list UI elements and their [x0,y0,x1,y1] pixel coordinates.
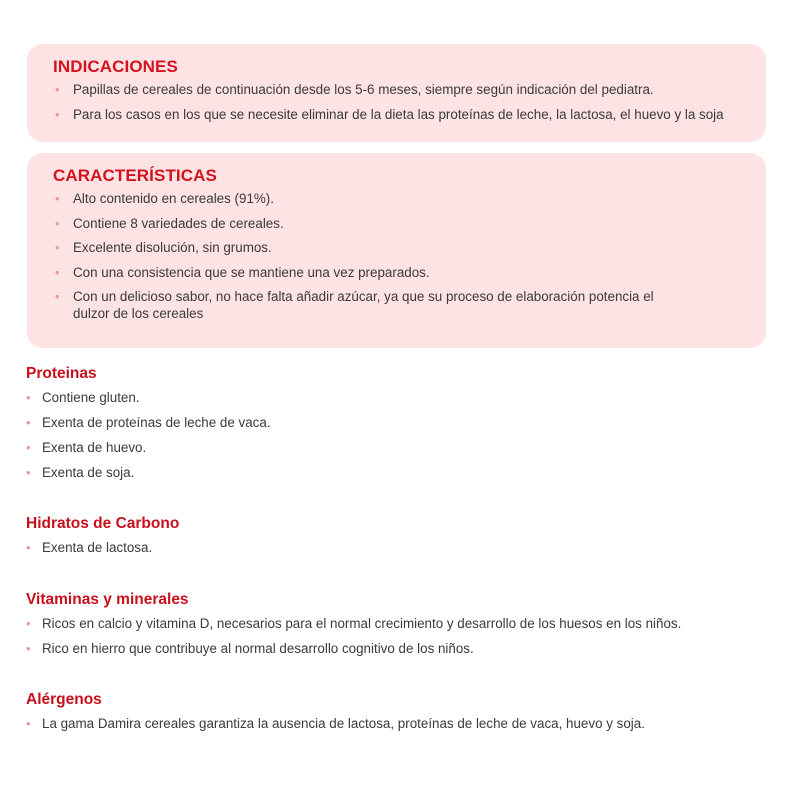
bullet-icon: • [55,264,60,280]
caracteristicas-box [27,153,766,348]
list-item [26,640,786,657]
alergenos-title: Alérgenos [26,691,102,708]
indicaciones-list [53,81,766,123]
vitaminas-section [26,591,786,665]
vitaminas-title: Vitaminas y minerales [26,591,189,608]
caracteristicas-list [53,190,766,322]
bullet-icon: • [26,465,31,480]
bullet-icon: • [55,107,60,122]
list-item-text: Con un delicioso sabor, no hace falta añadir azúcar, ya que su proceso de elaboración potencia el dulzor de los cereales [73,289,654,321]
hidratos-list [26,539,786,556]
list-item [26,389,786,406]
bullet-icon: • [26,616,31,631]
list-item [26,414,786,431]
bullet-icon: • [26,540,31,555]
bullet-icon: • [55,82,60,97]
proteinas-title: Proteinas [26,365,97,382]
bullet-icon: • [55,191,60,206]
list-item-text: Exenta de huevo. [42,440,147,455]
list-item-text: Papillas de cereales de continuación desde los 5-6 meses, siempre según indicación del pediatra. [73,82,654,97]
list-item [26,715,786,732]
list-item-text: Con una consistencia que se mantiene una vez preparados. [73,264,430,280]
list-item [53,239,766,256]
list-item [53,288,693,322]
hidratos-title: Hidratos de Carbono [26,515,180,532]
list-item [53,106,766,123]
proteinas-section [26,365,786,489]
list-item-text: Para los casos en los que se necesite eliminar de la dieta las proteínas de leche, la lactosa, el huevo y la soja [73,107,724,122]
list-item [26,464,786,481]
bullet-icon: • [26,440,31,455]
indicaciones-title: INDICACIONES [53,57,178,76]
list-item [26,615,786,632]
list-item [26,539,786,556]
indicaciones-box [27,44,766,142]
list-item [53,190,766,207]
alergenos-section [26,691,786,740]
vitaminas-list [26,615,786,657]
list-item-text: Contiene gluten. [42,390,140,405]
list-item-text: Rico en hierro que contribuye al normal desarrollo cognitivo de los niños. [42,641,474,656]
list-item-text: Contiene 8 variedades de cereales. [73,215,284,231]
bullet-icon: • [55,289,60,304]
list-item-text: Exenta de proteínas de leche de vaca. [42,415,271,430]
bullet-icon: • [55,240,60,255]
bullet-icon: • [26,716,31,731]
bullet-icon: • [26,390,31,405]
list-item-text: Exenta de soja. [42,465,135,480]
list-item [53,215,766,232]
bullet-icon: • [26,415,31,430]
list-item-text: La gama Damira cereales garantiza la ausencia de lactosa, proteínas de leche de vaca, huevo y soja. [42,716,645,731]
alergenos-list [26,715,786,732]
list-item-text: Excelente disolución, sin grumos. [73,240,272,255]
caracteristicas-title: CARACTERÍSTICAS [53,166,217,185]
bullet-icon: • [26,641,31,656]
list-item [26,439,786,456]
list-item-text: Alto contenido en cereales (91%). [73,191,274,206]
bullet-icon: • [55,215,60,231]
list-item [53,264,766,281]
list-item [53,81,766,98]
proteinas-list [26,389,786,481]
list-item-text: Exenta de lactosa. [42,540,153,555]
list-item-text: Ricos en calcio y vitamina D, necesarios para el normal crecimiento y desarrollo de los huesos en los niños. [42,616,682,631]
hidratos-section [26,515,786,564]
